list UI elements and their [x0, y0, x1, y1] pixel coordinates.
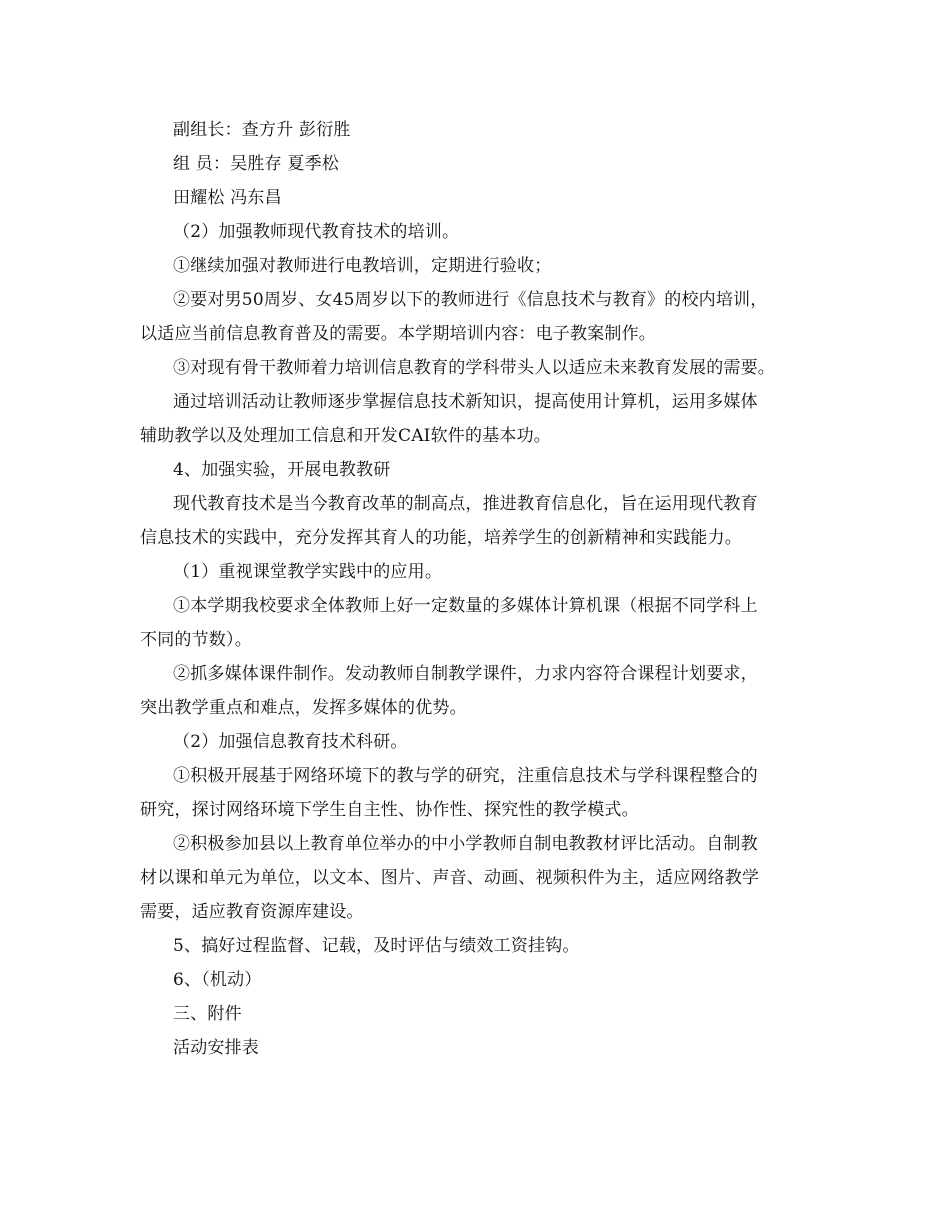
subsection-heading: （2）加强信息教育技术科研。	[173, 732, 408, 752]
text-line: 组 员：吴胜存 夏季松	[173, 154, 340, 174]
text-line: 材以课和单元为单位，以文本、图片、声音、动画、视频积件为主，适应网络教学	[140, 868, 760, 888]
text-line: 需要，适应教育资源库建设。	[140, 902, 364, 922]
text-line: 田耀松 冯东昌	[173, 188, 282, 208]
text-line: ③对现有骨干教师着力培训信息教育的学科带头人以适应未来教育发展的需要。	[173, 358, 775, 378]
text-line: ①继续加强对教师进行电教培训，定期进行验收；	[173, 256, 552, 276]
text-line: 现代教育技术是当今教育改革的制高点，推进教育信息化，旨在运用现代教育	[173, 494, 758, 514]
text-line: 以适应当前信息教育普及的需要。本学期培训内容：电子教案制作。	[140, 324, 656, 344]
text-line: 突出教学重点和难点，发挥多媒体的优势。	[140, 698, 467, 718]
section-heading: 6、（机动）	[173, 970, 262, 990]
subsection-heading: （2）加强教师现代教育技术的培训。	[173, 222, 460, 242]
text-line: 活动安排表	[173, 1038, 259, 1058]
subsection-heading: （1）重视课堂教学实践中的应用。	[173, 562, 443, 582]
text-line: 信息技术的实践中，充分发挥其育人的功能，培养学生的创新精神和实践能力。	[140, 528, 742, 548]
section-heading: 5、搞好过程监督、记载，及时评估与绩效工资挂钩。	[173, 936, 580, 956]
text-line: ①积极开展基于网络环境下的教与学的研究，注重信息技术与学科课程整合的	[173, 766, 758, 786]
text-line: 不同的节数）。	[140, 630, 252, 650]
text-line: 研究，探讨网络环境下学生自主性、协作性、探究性的教学模式。	[140, 800, 639, 820]
text-line: ②积极参加县以上教育单位举办的中小学教师自制电教教材评比活动。自制教	[173, 834, 758, 854]
text-line: 副组长：查方升 彭衍胜	[173, 120, 351, 140]
section-heading: 三、附件	[173, 1004, 242, 1024]
text-line: 通过培训活动让教师逐步掌握信息技术新知识，提高使用计算机，运用多媒体	[173, 392, 758, 412]
text-line: 辅助教学以及处理加工信息和开发CAI软件的基本功。	[140, 426, 551, 446]
text-line: ①本学期我校要求全体教师上好一定数量的多媒体计算机课（根据不同学科上	[173, 596, 758, 616]
text-line: ②抓多媒体课件制作。发动教师自制教学课件，力求内容符合课程计划要求，	[173, 664, 758, 684]
text-line: ②要对男50周岁、女45周岁以下的教师进行《信息技术与教育》的校内培训，	[173, 290, 768, 310]
section-heading: 4、加强实验，开展电教教研	[173, 460, 391, 480]
